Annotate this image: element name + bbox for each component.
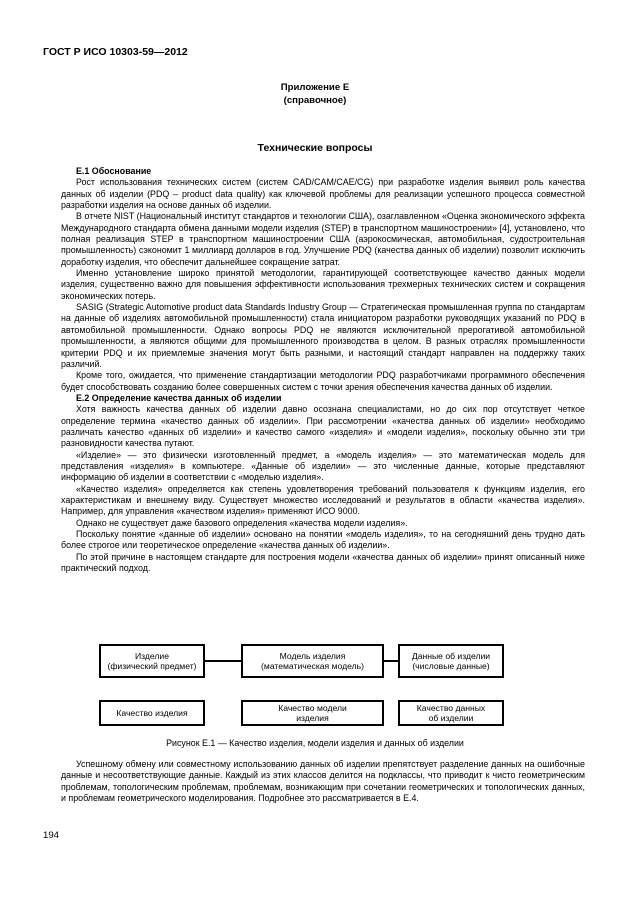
box-label: Данные об изделии <box>411 651 491 661</box>
section-title: Технические вопросы <box>257 142 373 154</box>
section-heading: E.1 Обоснование <box>76 166 152 176</box>
paragraph: Однако не существует даже базового определения «качества модели изделия». <box>76 517 408 528</box>
paragraph: Кроме того, ожидается, что применение стандартизации методологии PDQ разработчиками программного обеспечения будет способствовать созданию более совершенных систем с точки зрения обеспечения качества данных об изделии. <box>61 370 585 392</box>
box-label: изделия <box>296 713 329 723</box>
paragraph: Рост использования технических систем (систем CAD/CAM/CAE/CG) при разработке изделия выявил роль качества данных об изделии (PDQ – product data quality) как ключевой проблемы для реализации успешного процесса совместной разработки изделия на основе данных об изделии. <box>61 177 585 211</box>
figure-diagram <box>0 638 630 738</box>
box-label: Качество модели <box>278 703 347 713</box>
appendix-title: Приложение E <box>280 82 350 93</box>
paragraph: По этой причине в настоящем стандарте для построения модели «качества данных об изделии» принят описанный ниже практический подход. <box>61 551 585 574</box>
paragraph: Хотя важность качества данных об изделии давно осознана специалистами, но до сих пор отсутствует четкое определение термина «качество данных об изделии». При рассмотрении «качества данных об изделии» необходимо различать качество «данных об изделии» и качество самого «изделия» и «модели изделия», поскольку обычно эти три разновидности качества путают. <box>61 404 585 449</box>
concept-box <box>241 644 384 678</box>
quality-box <box>398 700 504 726</box>
paragraph: «Качество изделия» определяется как степень удовлетворения требований пользователя к функциям изделия, его характеристикам и внешнему виду. Существует множество исследований и результатов в области «качества изделия». Например, для управления «качеством изделия» применяют ИСО 9000. <box>61 483 585 517</box>
box-label: об изделии <box>428 713 474 723</box>
paragraph: «Изделие» — это физически изготовленный предмет, а «модель изделия» — это математическая модель для представления «изделия» в компьютере. «Данные об изделии» — это численные данные, которые представляют информацию об изделии в соответствии с «моделью изделия». <box>61 449 585 483</box>
paragraph: Успешному обмену или совместному использованию данных об изделии препятствует разделение данных на ошибочные данные и несоответствующие данные. Каждый из этих классов делится на подклассы, что приводит к чисто геометрическим проблемам, топологическим проблемам, проблемам, возникающим при сочетании геометрических и топологических данных, и проблемам геометрического моделирования. Подробнее это рассматривается в E.4. <box>61 759 585 804</box>
connector-line <box>205 660 241 662</box>
quality-box <box>99 700 205 726</box>
paragraph: Поскольку понятие «данные об изделии» основано на понятии «модель изделия», то на сегодняшний день трудно дать более строгое или теоретическое определение «качества данных об изделии». <box>61 529 585 551</box>
box-label: Модель изделия <box>279 651 346 661</box>
document-header: ГОСТ Р ИСО 10303-59—2012 <box>43 46 188 58</box>
box-label: (числовые данные) <box>412 661 490 671</box>
figure-caption: Рисунок E.1 — Качество изделия, модели изделия и данных об изделии <box>166 738 464 748</box>
page-number: 194 <box>43 830 60 841</box>
connector-line <box>384 660 398 662</box>
paragraph: Именно установление широко принятой методологии, гарантирующей соответствующее качество данных модели изделия, существенно важно для повышения эффективности использования трехмерных технических систем и сокращения экономических потерь. <box>61 268 585 301</box>
box-label: Качество изделия <box>116 708 188 718</box>
paragraph: В отчете NIST (Национальный институт стандартов и технологии США), озаглавленном «Оценка экономического эффекта Международного стандарта обмена данными модели изделия (STEP) в транспортном машиностроении» [4], установлено, что полная реализация STEP в транспортном машиностроении США (аэрокосмическая, автомобильная, судостроительная промышленность) сэкономит 1 миллиард долларов в год. Улучшение PDQ (качества данных об изделии) позволит исключить доработку изделия, что обеспечит дальнейшее сокращение затрат. <box>61 211 585 267</box>
body-text-lower <box>61 759 585 804</box>
concept-box <box>398 644 504 678</box>
box-label: Качество данных <box>416 703 486 713</box>
section-heading: E.2 Определение качества данных об изделии <box>76 392 282 403</box>
box-label: (математическая модель) <box>261 661 364 671</box>
box-label: Изделие <box>134 651 169 661</box>
appendix-note: (справочное) <box>283 95 347 106</box>
quality-box <box>241 700 384 726</box>
paragraph: SASIG (Strategic Automotive product data Standards Industry Group — Стратегическая промышленная группа по стандартам на данные об изделиях автомобильной промышленности) стала инициатором разработки руководящих указаний по PDQ в автомобильной промышленности. Однако вопросы PDQ не являются исключительной прерогативой автомобильной промышленности, а являются общими для промышленного производства в целом. В разных отраслях промышленности критерии PDQ и их приемлемые значения могут быть разными, и настоящий стандарт направлен на поддержку таких различий. <box>61 302 585 369</box>
box-label: (физический предмет) <box>107 661 197 671</box>
body-text-upper <box>61 166 585 574</box>
concept-box <box>99 644 205 678</box>
